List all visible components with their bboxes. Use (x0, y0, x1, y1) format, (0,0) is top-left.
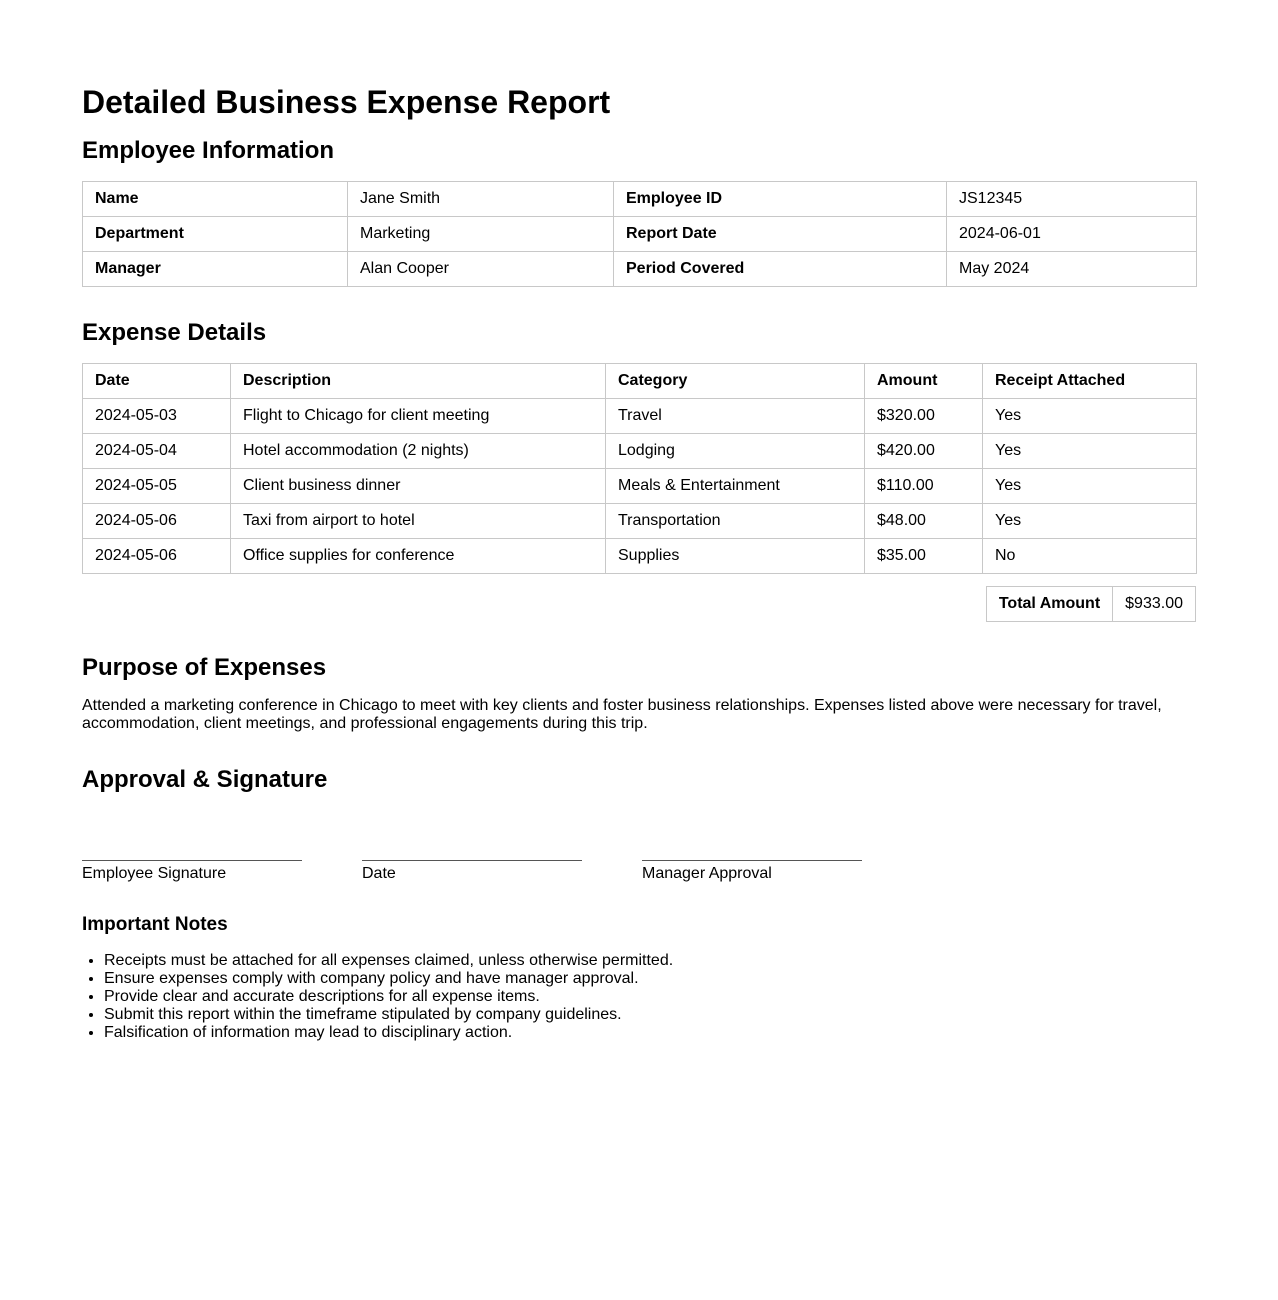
column-header-description: Description (231, 364, 606, 399)
expense-receipt: Yes (983, 434, 1197, 469)
total-amount-label: Total Amount (986, 587, 1112, 622)
table-row (83, 434, 1197, 469)
column-header-category: Category (606, 364, 865, 399)
important-notes-list (82, 952, 673, 1042)
expense-description: Taxi from airport to hotel (231, 504, 606, 539)
expense-category: Meals & Entertainment (606, 469, 865, 504)
employee-info-table (82, 181, 1197, 287)
employee-id-value: JS12345 (947, 182, 1197, 217)
expense-category: Supplies (606, 539, 865, 574)
total-amount-table (986, 586, 1196, 622)
period-covered-value: May 2024 (947, 252, 1197, 287)
department-value: Marketing (348, 217, 614, 252)
expense-receipt: No (983, 539, 1197, 574)
expense-details-table (82, 363, 1197, 574)
expense-date: 2024-05-06 (83, 504, 231, 539)
list-item: • Submit this report within the timeframe stipulated by company guidelines. (104, 1006, 673, 1024)
expense-amount: $420.00 (865, 434, 983, 469)
expense-date: 2024-05-04 (83, 434, 231, 469)
manager-approval-line[interactable] (642, 860, 862, 861)
expense-description: Flight to Chicago for client meeting (231, 399, 606, 434)
employee-id-label: Employee ID (614, 182, 947, 217)
table-row (83, 504, 1197, 539)
expense-receipt: Yes (983, 469, 1197, 504)
report-date-label: Report Date (614, 217, 947, 252)
purpose-text: Attended a marketing conference in Chicago to meet with key clients and foster business relationships. Expenses listed above were necessary for travel, accommodation, client meetings, and professional engagements during this trip. (82, 697, 1162, 732)
table-row (83, 399, 1197, 434)
column-header-amount: Amount (865, 364, 983, 399)
list-item: • Ensure expenses comply with company policy and have manager approval. (104, 970, 673, 988)
table-row (83, 539, 1197, 574)
expense-amount: $48.00 (865, 504, 983, 539)
table-header-row (83, 364, 1197, 399)
expense-date: 2024-05-03 (83, 399, 231, 434)
expense-category: Transportation (606, 504, 865, 539)
date-signature-label: Date (362, 865, 396, 882)
expense-receipt: Yes (983, 399, 1197, 434)
purpose-heading: Purpose of Expenses (82, 654, 327, 681)
manager-approval-block (642, 860, 862, 883)
total-amount-value: $933.00 (1113, 587, 1196, 622)
expense-category: Travel (606, 399, 865, 434)
employee-info-row (83, 217, 1197, 252)
total-row (986, 587, 1195, 622)
period-covered-label: Period Covered (614, 252, 947, 287)
expense-amount: $320.00 (865, 399, 983, 434)
expense-date: 2024-05-06 (83, 539, 231, 574)
date-signature-line[interactable] (362, 860, 582, 861)
expense-description: Office supplies for conference (231, 539, 606, 574)
table-row (83, 469, 1197, 504)
expense-receipt: Yes (983, 504, 1197, 539)
expense-category: Lodging (606, 434, 865, 469)
employee-info-heading: Employee Information (82, 137, 335, 164)
name-value: Jane Smith (348, 182, 614, 217)
employee-signature-label: Employee Signature (82, 865, 227, 882)
important-notes-heading: Important Notes (82, 914, 228, 935)
name-label: Name (83, 182, 348, 217)
employee-info-row (83, 252, 1197, 287)
employee-signature-block (82, 860, 302, 883)
list-item: • Receipts must be attached for all expenses claimed, unless otherwise permitted. (104, 952, 673, 970)
expense-amount: $35.00 (865, 539, 983, 574)
expense-description: Client business dinner (231, 469, 606, 504)
date-signature-block (362, 860, 582, 883)
expense-amount: $110.00 (865, 469, 983, 504)
expense-details-heading: Expense Details (82, 319, 267, 346)
expense-description: Hotel accommodation (2 nights) (231, 434, 606, 469)
department-label: Department (83, 217, 348, 252)
manager-value: Alan Cooper (348, 252, 614, 287)
column-header-receipt: Receipt Attached (983, 364, 1197, 399)
report-date-value: 2024-06-01 (947, 217, 1197, 252)
page-title: Detailed Business Expense Report (82, 84, 611, 120)
approval-heading: Approval & Signature (82, 766, 328, 793)
column-header-date: Date (83, 364, 231, 399)
manager-approval-label: Manager Approval (642, 865, 772, 882)
list-item: • Provide clear and accurate descriptions for all expense items. (104, 988, 673, 1006)
expense-date: 2024-05-05 (83, 469, 231, 504)
employee-info-row (83, 182, 1197, 217)
manager-label: Manager (83, 252, 348, 287)
list-item: • Falsification of information may lead to disciplinary action. (104, 1024, 673, 1042)
employee-signature-line[interactable] (82, 860, 302, 861)
